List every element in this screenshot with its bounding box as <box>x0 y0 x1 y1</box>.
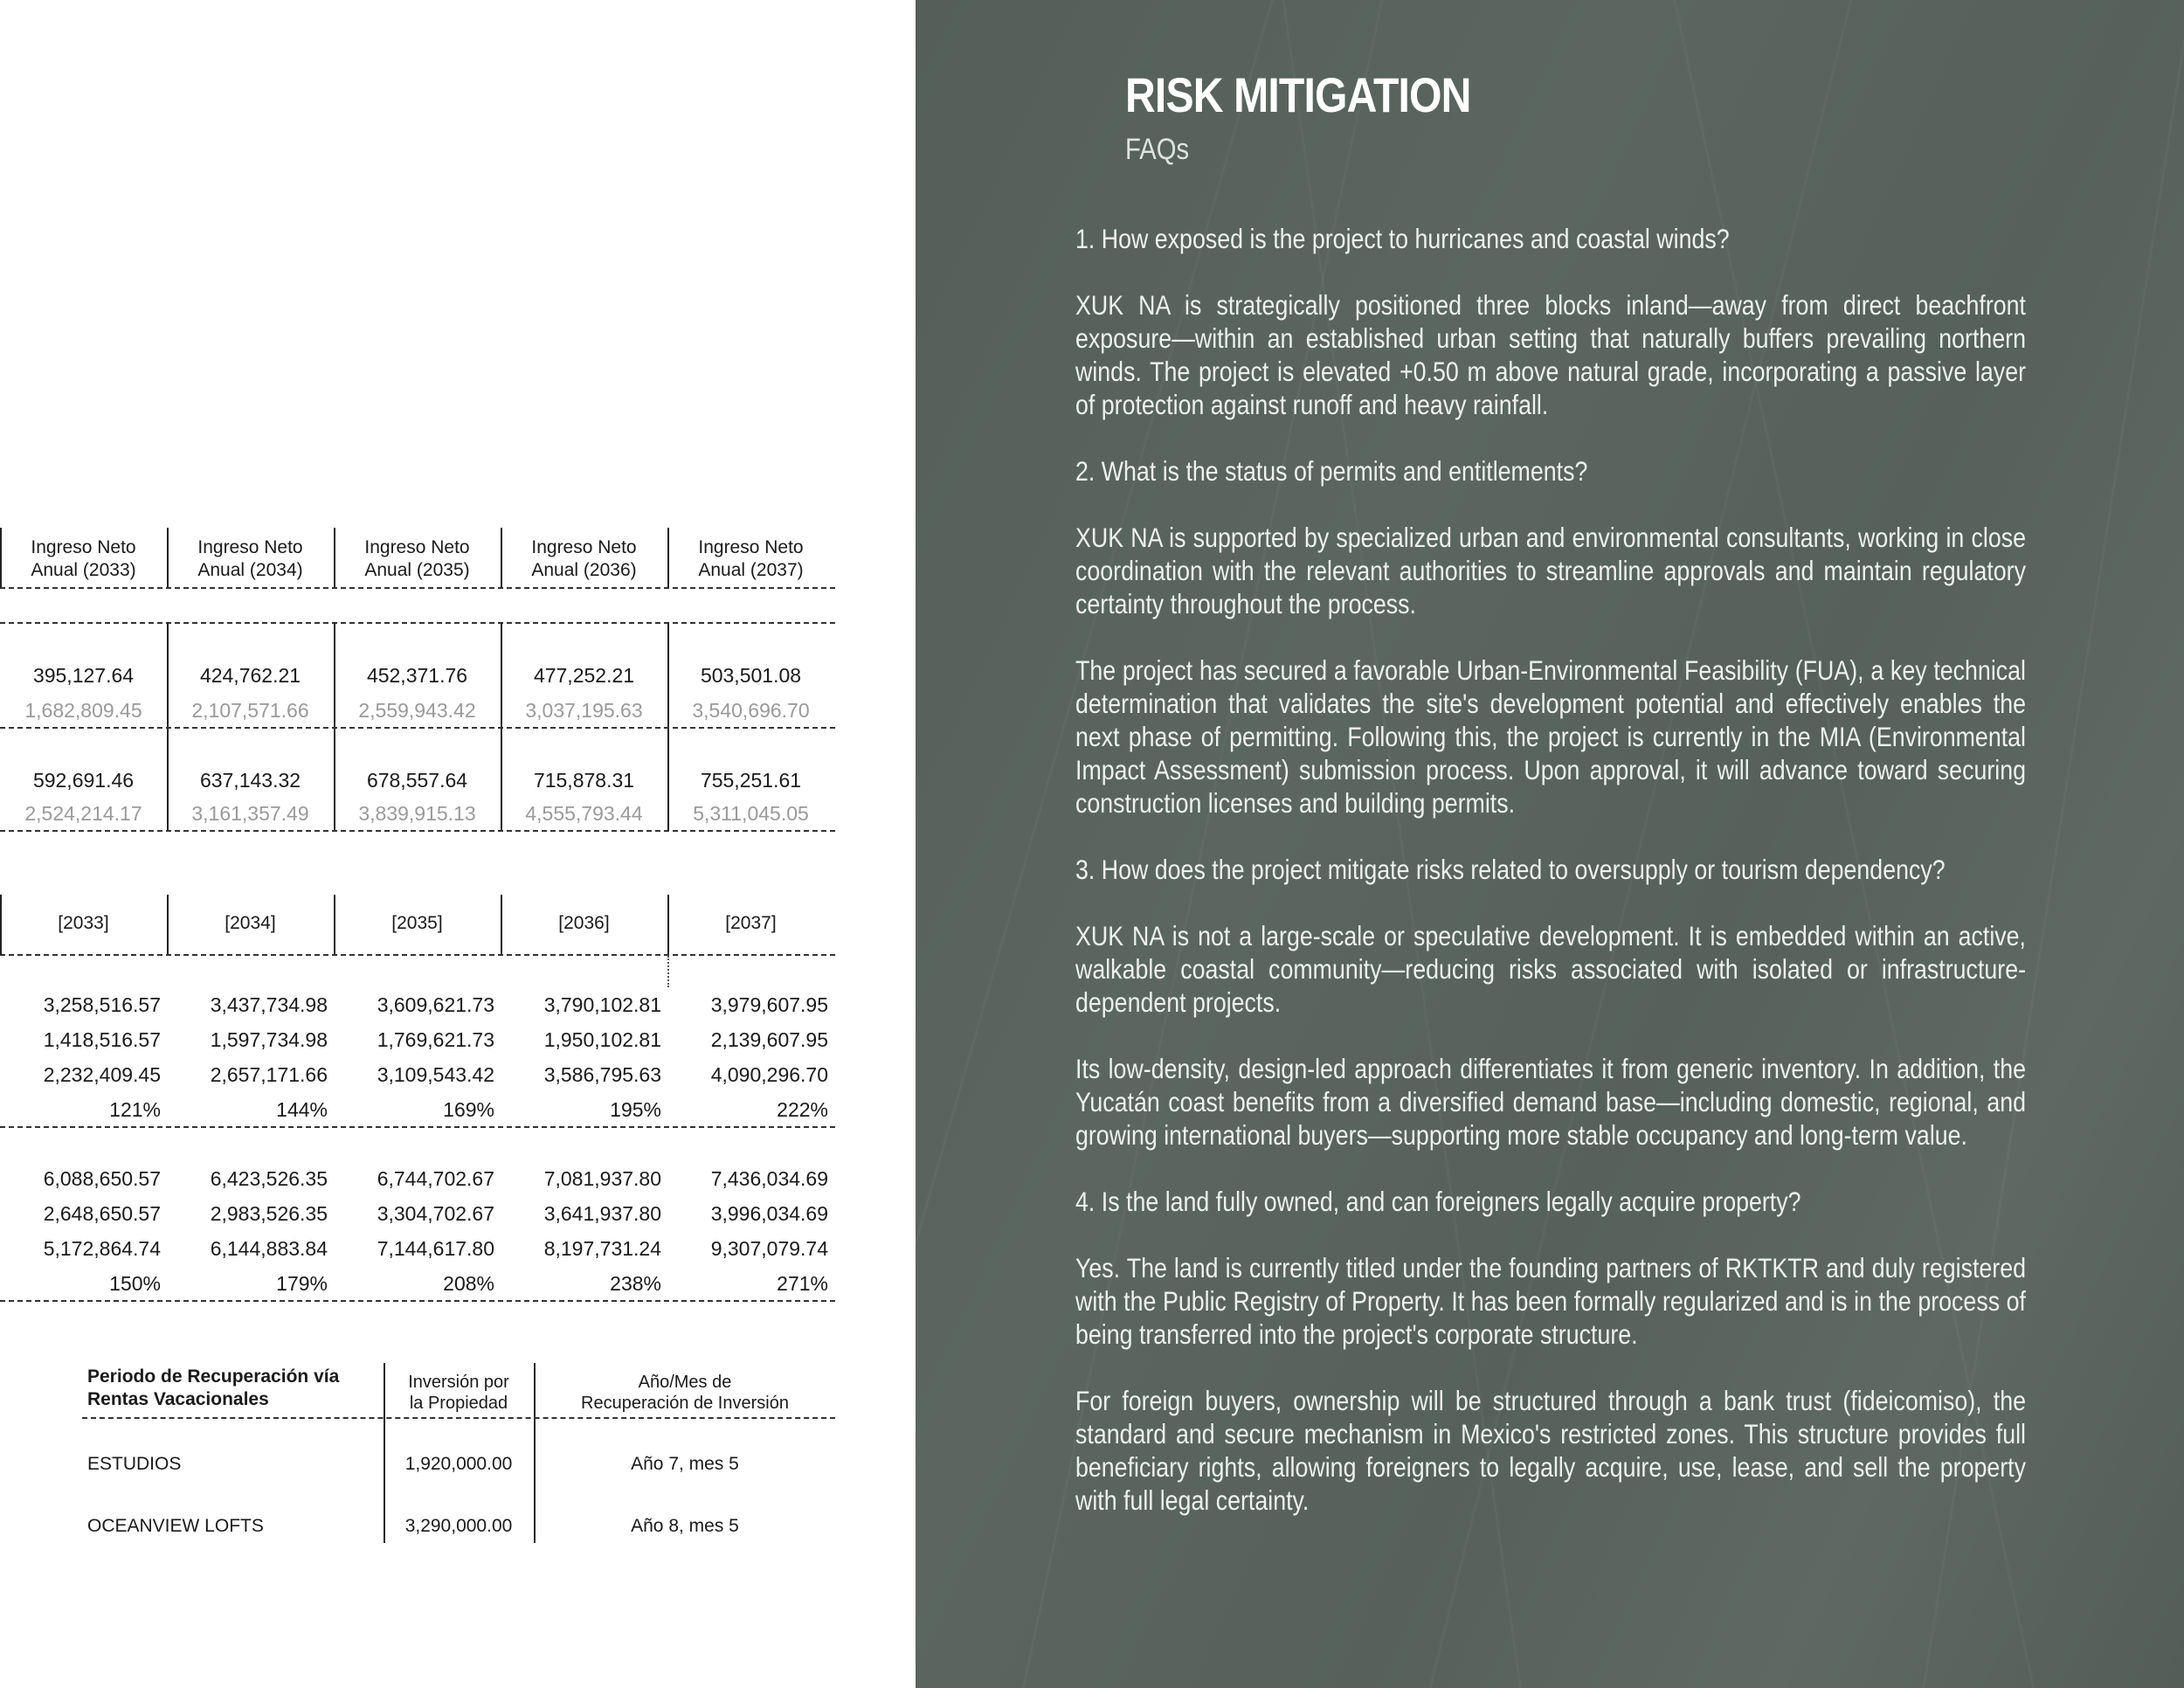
faq-answer: The project has secured a favorable Urban-Environmental Feasibility (FUA), a key technical determination that validates the site's development potential and effectively enables the next phase of permitting. Following this, the project is currently in the MIA (Environmental Impact Assessment) submission process. Upon approval, it will advance toward securing construction licenses and building permits. <box>1075 654 2026 819</box>
table-cell: 678,557.64 <box>366 769 468 792</box>
table-cell: 3,304,702.67 <box>377 1202 494 1225</box>
column-divider <box>334 622 335 830</box>
table-cell: 3,609,621.73 <box>377 993 494 1016</box>
page-title: RISK MITIGATION <box>1125 67 1471 122</box>
table-divider <box>0 830 835 832</box>
table-cell: 1,920,000.00 <box>404 1454 513 1474</box>
table-cell: 3,996,034.69 <box>710 1202 828 1225</box>
table-cell: 3,109,543.42 <box>377 1063 494 1086</box>
faq-answer: For foreign buyers, ownership will be structured through a bank trust (fideicomiso), the standard and secure mechanism in Mexico's restricted zones. This structure provides full beneficiary rights, allowing foreigners to legally acquire, use, lease, and sell the property with full legal certainty. <box>1075 1385 2026 1516</box>
payback-header: Año/Mes de Recuperación de Inversión <box>581 1373 789 1413</box>
table-cell: 222% <box>777 1098 828 1121</box>
table-cell: Año 7, mes 5 <box>631 1454 739 1474</box>
financial-tables-page <box>0 0 916 1688</box>
faq-question: 4. Is the land fully owned, and can foreigners legally acquire property? <box>1075 1186 1801 1217</box>
column-divider <box>501 622 502 830</box>
investment-header: Inversión por la Propiedad <box>408 1373 509 1413</box>
column-divider <box>667 956 669 987</box>
faq-answer: XUK NA is supported by specialized urban and environmental consultants, working in close coordination with the relevant authorities to streamline approvals and maintain regulatory certainty throughout the process. <box>1075 522 2026 619</box>
faq-answer: Yes. The land is currently titled under the founding partners of RKTKTR and duly registered with the Public Registry of Property. It has been formally regularized and is in the process of being transferred into the project's corporate structure. <box>1075 1252 2026 1350</box>
table-cell: 3,258,516.57 <box>43 993 161 1016</box>
table-cell: 2,559,943.42 <box>358 699 476 722</box>
table-cell: 424,762.21 <box>199 664 301 687</box>
table-cell: 3,290,000.00 <box>404 1516 513 1536</box>
table-cell: 271% <box>777 1272 828 1295</box>
table-cell: 169% <box>443 1098 494 1121</box>
column-header: Ingreso Neto Anual (2035) <box>364 537 470 580</box>
payback-title-header: Periodo de Recuperación vía Rentas Vacacionales <box>87 1366 340 1409</box>
year-header: [2035] <box>391 913 443 933</box>
table-cell: 2,232,409.45 <box>43 1063 161 1086</box>
page-subtitle: FAQs <box>1125 133 1190 166</box>
table-cell: 6,744,702.67 <box>377 1167 494 1190</box>
column-divider <box>667 622 669 830</box>
table-cell: 477,252.21 <box>533 664 635 687</box>
table-cell: 9,307,079.74 <box>710 1237 828 1260</box>
faq-answer: Its low-density, design-led approach differentiates it from generic inventory. In addition, the Yucatán coast benefits from a diversified demand base—including domestic, regional, and growing international buyers—supporting more stable occupancy and long-term value. <box>1075 1053 2026 1151</box>
table-cell: 1,950,102.81 <box>543 1028 661 1051</box>
table-cell: 3,437,734.98 <box>210 993 328 1016</box>
table-cell: 1,769,621.73 <box>377 1028 494 1051</box>
faq-question: 1. How exposed is the project to hurricanes and coastal winds? <box>1075 223 1730 254</box>
table-cell: 1,418,516.57 <box>43 1028 161 1051</box>
table-cell: 7,436,034.69 <box>710 1167 828 1190</box>
table-divider <box>0 954 835 956</box>
table-cell: 7,144,617.80 <box>377 1237 494 1260</box>
table-divider <box>0 587 835 589</box>
table-cell: 195% <box>610 1098 661 1121</box>
table-divider <box>0 622 835 624</box>
risk-mitigation-panel <box>916 0 2184 1688</box>
table-cell: 6,144,883.84 <box>210 1237 328 1260</box>
table-cell: 637,143.32 <box>199 769 301 792</box>
table-cell: 208% <box>443 1272 494 1295</box>
table-cell: 2,107,571.66 <box>191 699 309 722</box>
table-cell: 5,172,864.74 <box>43 1237 161 1260</box>
year-header: [2037] <box>725 913 777 933</box>
column-divider <box>167 622 169 830</box>
year-header: [2033] <box>58 913 109 933</box>
table-cell: 592,691.46 <box>32 769 135 792</box>
table-cell: 3,641,937.80 <box>543 1202 661 1225</box>
table-cell: 3,037,195.63 <box>525 699 643 722</box>
table-cell: 2,657,171.66 <box>210 1063 328 1086</box>
table-cell: 1,597,734.98 <box>210 1028 328 1051</box>
table-cell: 395,127.64 <box>32 664 135 687</box>
table-cell: 2,524,214.17 <box>24 802 142 825</box>
table-cell: 7,081,937.80 <box>543 1167 661 1190</box>
table-cell: 121% <box>109 1098 161 1121</box>
table-cell: 2,139,607.95 <box>710 1028 828 1051</box>
table-cell: 755,251.61 <box>700 769 802 792</box>
column-header: Ingreso Neto Anual (2033) <box>31 537 136 580</box>
table-cell: 503,501.08 <box>700 664 802 687</box>
table-cell: Año 8, mes 5 <box>631 1516 739 1536</box>
faq-question: 2. What is the status of permits and entitlements? <box>1075 455 1588 487</box>
table-row-name: OCEANVIEW LOFTS <box>87 1516 264 1536</box>
table-cell: 1,682,809.45 <box>24 699 142 722</box>
table-cell: 3,540,696.70 <box>692 699 810 722</box>
table-divider <box>0 727 835 729</box>
table-cell: 2,648,650.57 <box>43 1202 161 1225</box>
table-divider <box>82 1417 835 1419</box>
table-cell: 6,088,650.57 <box>43 1167 161 1190</box>
table-cell: 3,161,357.49 <box>191 802 309 825</box>
table-cell: 3,586,795.63 <box>543 1063 661 1086</box>
table-cell: 715,878.31 <box>533 769 635 792</box>
column-header: Ingreso Neto Anual (2037) <box>698 537 804 580</box>
table-cell: 4,090,296.70 <box>710 1063 828 1086</box>
faq-answer: XUK NA is not a large-scale or speculative development. It is embedded within an active, walkable coastal community—reducing risks associated with isolated or infrastructure-dependent projects. <box>1075 920 2026 1018</box>
table-cell: 3,839,915.13 <box>358 802 476 825</box>
column-header: Ingreso Neto Anual (2036) <box>531 537 637 580</box>
table-cell: 2,983,526.35 <box>210 1202 328 1225</box>
table-cell: 179% <box>276 1272 328 1295</box>
year-header: [2036] <box>558 913 610 933</box>
table-cell: 3,979,607.95 <box>710 993 828 1016</box>
table-cell: 150% <box>109 1272 161 1295</box>
table-cell: 3,790,102.81 <box>543 993 661 1016</box>
table-cell: 8,197,731.24 <box>543 1237 661 1260</box>
table-row-name: ESTUDIOS <box>87 1454 182 1474</box>
table-cell: 238% <box>610 1272 661 1295</box>
year-header: [2034] <box>225 913 276 933</box>
faq-question: 3. How does the project mitigate risks related to oversupply or tourism dependency? <box>1075 854 1946 885</box>
table-cell: 144% <box>276 1098 328 1121</box>
table-cell: 452,371.76 <box>366 664 468 687</box>
faq-answer: XUK NA is strategically positioned three blocks inland—away from direct beachfront exposure—within an established urban setting that naturally buffers prevailing northern winds. The project is elevated +0.50 m above natural grade, incorporating a passive layer of protection against runoff and heavy rainfall. <box>1075 289 2026 420</box>
table-divider <box>0 1300 835 1302</box>
column-header: Ingreso Neto Anual (2034) <box>197 537 303 580</box>
faq-list <box>1075 222 2026 1550</box>
table-cell: 6,423,526.35 <box>210 1167 328 1190</box>
table-cell: 5,311,045.05 <box>693 802 809 825</box>
table-cell: 4,555,793.44 <box>525 802 643 825</box>
table-divider <box>0 1126 835 1128</box>
